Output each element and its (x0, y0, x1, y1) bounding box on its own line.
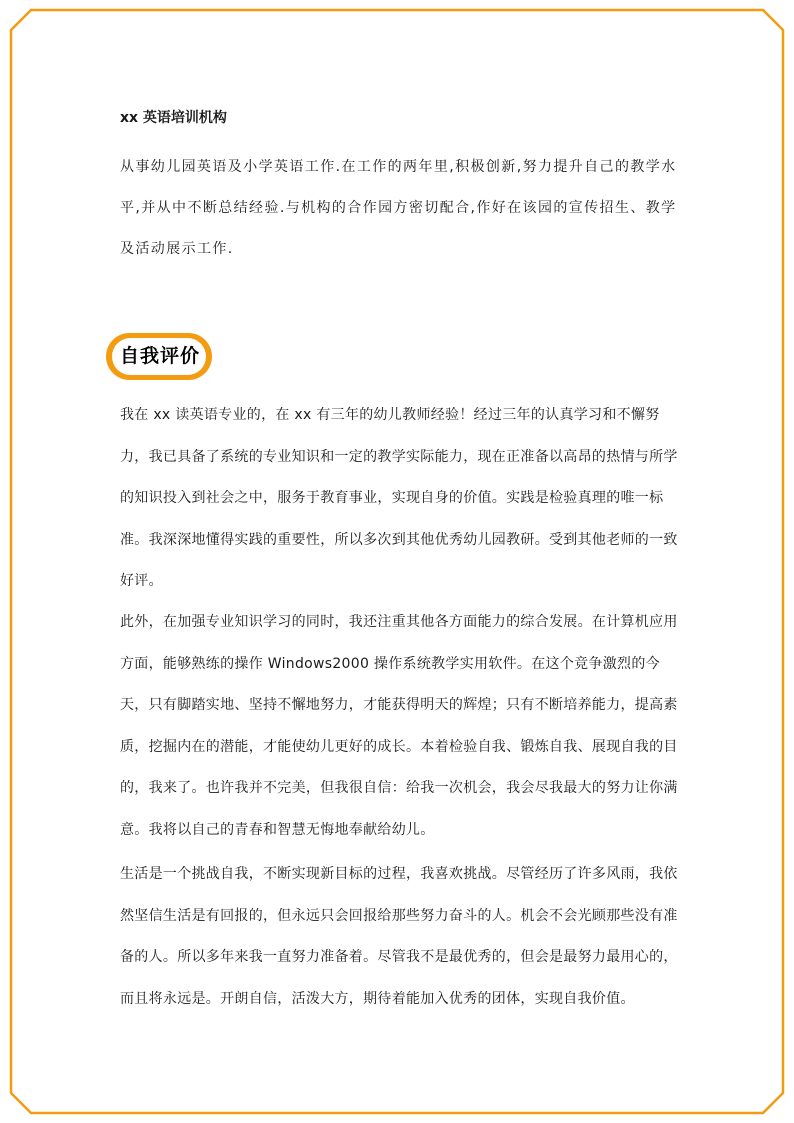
self-evaluation-paragraph: 我在 xx 读英语专业的，在 xx 有三年的幼儿教师经验！经过三年的认真学习和不懈努力，我已具备了系统的专业知识和一定的教学实际能力，现在正准备以高昂的热情与所学的知识投入到社会之中，服务于教育事业，实现自身的价值。实践是检验真理的唯一标准。我深深地懂得实践的重要性，所以多次到其他优秀幼儿园教研。受到其他老师的一致好评。 (120, 407, 678, 589)
self-evaluation-paragraph: 此外，在加强专业知识学习的同时，我还注重其他各方面能力的综合发展。在计算机应用方面，能够熟练的操作 Windows2000 操作系统教学实用软件。在这个竞争激烈的今天，只有脚踏实地、坚持不懈地努力，才能获得明天的辉煌；只有不断培养能力，提高素质，挖掘内在的潜能，才能使幼儿更好的成长。本着检验自我、锻炼自我、展现自我的目的，我来了。也许我并不完美，但我很自信：给我一次机会，我会尽我最大的努力让你满意。我将以自己的青春和智慧无悔地奉献给幼儿。 (120, 614, 678, 838)
self-evaluation-paragraph: 生活是一个挑战自我，不断实现新目标的过程，我喜欢挑战。尽管经历了许多风雨，我依然坚信生活是有回报的，但永远只会回报给那些努力奋斗的人。机会不会光顾那些没有准备的人。所以多年来我一直努力准备着。尽管我不是最优秀的，但会是最努力最用心的，而且将永远是。开朗自信，活泼大方，期待着能加入优秀的团体，实现自我价值。 (120, 866, 678, 1007)
organization-name: xx 英语培训机构 (120, 110, 227, 126)
section-title-self-evaluation: 自我评价 (120, 345, 201, 367)
experience-description: 从事幼儿园英语及小学英语工作.在工作的两年里,积极创新,努力提升自己的教学水平,并从中不断总结经验.与机构的合作园方密切配合,作好在该园的宣传招生、教学及活动展示工作. (120, 159, 677, 257)
